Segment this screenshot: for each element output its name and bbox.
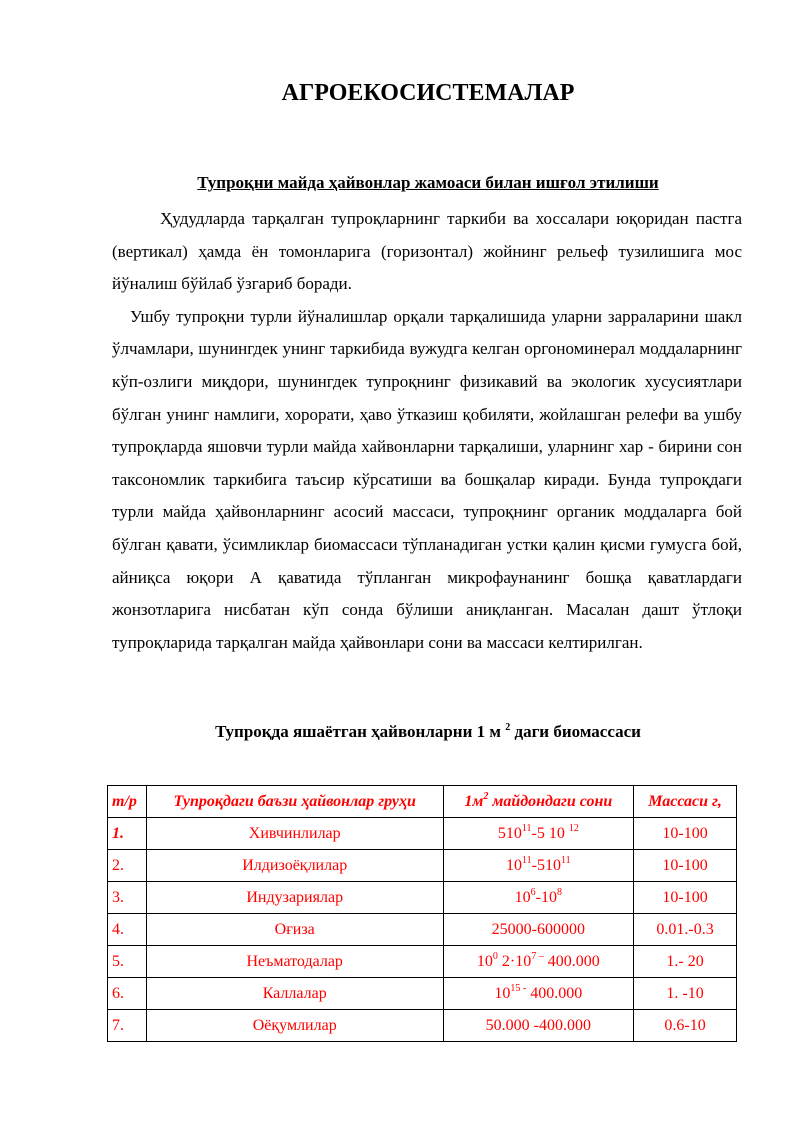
- table-title-superscript: 2: [505, 722, 511, 733]
- row-number: 2.: [108, 850, 147, 882]
- table-body: [108, 818, 737, 1042]
- count-value: -5 10: [531, 824, 569, 842]
- row-mass: 0.6-10: [634, 1010, 737, 1042]
- row-count: [443, 818, 634, 850]
- count-exponent: 8: [557, 886, 562, 898]
- table-title: [0, 722, 800, 742]
- table-title-text: Тупроқда яшаётган ҳайвонларни 1 м: [215, 722, 501, 741]
- row-animal-group: Оёқумлилар: [146, 1010, 443, 1042]
- header-animal-group: Тупроқдаги баъзи ҳайвонлар груҳи: [146, 786, 443, 818]
- table-row: [108, 946, 737, 978]
- header-count-per-m2: [443, 786, 634, 818]
- count-value: -510: [531, 856, 561, 874]
- biomass-table: [107, 785, 737, 1042]
- row-animal-group: Неъматодалар: [146, 946, 443, 978]
- count-exponent: 15 -: [510, 982, 527, 994]
- count-value: 510: [497, 824, 522, 842]
- count-value: 50.000 -400.000: [485, 1016, 591, 1034]
- row-mass: 1. -10: [634, 978, 737, 1010]
- count-exponent: 6: [530, 886, 536, 898]
- header-count-suffix: майдондаги сони: [488, 792, 613, 810]
- row-count: [443, 1010, 634, 1042]
- row-animal-group: Илдизоёқлилар: [146, 850, 443, 882]
- row-mass: 0.01.-0.3: [634, 914, 737, 946]
- row-mass: 10-100: [634, 882, 737, 914]
- header-number: т/р: [108, 786, 147, 818]
- row-count: [443, 946, 634, 978]
- table-row: [108, 850, 737, 882]
- row-number: 5.: [108, 946, 147, 978]
- count-value: 2·10: [497, 952, 532, 970]
- row-animal-group: Каллалар: [146, 978, 443, 1010]
- body-text: [112, 203, 742, 659]
- row-animal-group: Оғиза: [146, 914, 443, 946]
- count-exponent: 11: [521, 822, 532, 834]
- row-animal-group: Хивчинлилар: [146, 818, 443, 850]
- count-exponent: 11: [561, 854, 571, 866]
- row-count: [443, 850, 634, 882]
- count-value: 25000-600000: [491, 920, 585, 938]
- count-exponent: 12: [568, 822, 579, 834]
- count-exponent: 7 –: [531, 950, 544, 962]
- table-title-suffix: даги биомассаси: [510, 722, 641, 741]
- table-row: [108, 914, 737, 946]
- row-number: 1.: [108, 818, 147, 850]
- count-value: 10: [476, 952, 493, 970]
- paragraph-1: Ҳудудларда тарқалган тупроқларнинг таркиби ва хоссалари юқоридан пастга (вертикал) ҳамда ён томонларига (горизонтал) жойнинг рельеф тузилишига мос йўналиш бўйлаб ўзгариб боради.: [112, 209, 742, 294]
- row-mass: 10-100: [634, 818, 737, 850]
- row-mass: 1.- 20: [634, 946, 737, 978]
- row-number: 7.: [108, 1010, 147, 1042]
- count-value: 10: [494, 984, 511, 1002]
- header-count-prefix: 1м: [464, 792, 484, 810]
- table-row: [108, 818, 737, 850]
- count-value: 400.000: [526, 984, 583, 1002]
- row-number: 4.: [108, 914, 147, 946]
- page-title: АГРОЕКОСИСТЕМАЛАР: [281, 80, 575, 106]
- table-header-row: [108, 786, 737, 818]
- section-heading: Тупроқни майда ҳайвонлар жамоаси билан ишғол этилиши: [197, 173, 659, 192]
- row-animal-group: Индузариялар: [146, 882, 443, 914]
- header-mass: Массаси г,: [634, 786, 737, 818]
- header-count-superscript: 2: [483, 790, 489, 802]
- count-value: 400.000: [543, 952, 600, 970]
- count-value: 10: [514, 888, 531, 906]
- row-count: [443, 914, 634, 946]
- table-row: [108, 1010, 737, 1042]
- count-exponent: 0: [492, 950, 498, 962]
- row-mass: 10-100: [634, 850, 737, 882]
- table-row: [108, 978, 737, 1010]
- paragraph-2: Ушбу тупроқни турли йўналишлар орқали тарқалишида уларни зарраларини шакл ўлчамлари, шунингдек унинг таркибида вужудга келган оргономинерал моддаларнинг кўп-озлиги миқдори, шунингдек тупроқнинг физикавий ва экологик хусусиятлари бўлган унинг намлиги, хорорати, ҳаво ўтказиш қобиляти, жойлашган релефи ва ушбу тупроқларда яшовчи турли майда хайвонларни тарқалиши, уларнинг хар - бирини сон таксономлик таркибига таъсир кўрсатиши ва бошқалар киради. Бунда тупроқдаги турли майда ҳайвонларнинг асосий массаси, тупроқнинг органик моддаларга бой бўлган қавати, ўсимликлар биомассаси тўпланадиган устки қалин қисми гумусга бой, айниқса юқори А қаватида тўпланган микрофаунанинг бошқа қаватлардаги жонзотларига нисбатан кўп сонда бўлиши аниқланган. Масалан дашт ўтлоқи тупроқларида тарқалган майда ҳайвонлари сони ва массаси келтирилган.: [112, 306, 742, 652]
- row-number: 6.: [108, 978, 147, 1010]
- row-count: [443, 978, 634, 1010]
- count-exponent: 11: [522, 854, 532, 866]
- row-count: [443, 882, 634, 914]
- table-row: [108, 882, 737, 914]
- row-number: 3.: [108, 882, 147, 914]
- count-value: 10: [506, 856, 523, 874]
- count-value: -10: [535, 888, 557, 906]
